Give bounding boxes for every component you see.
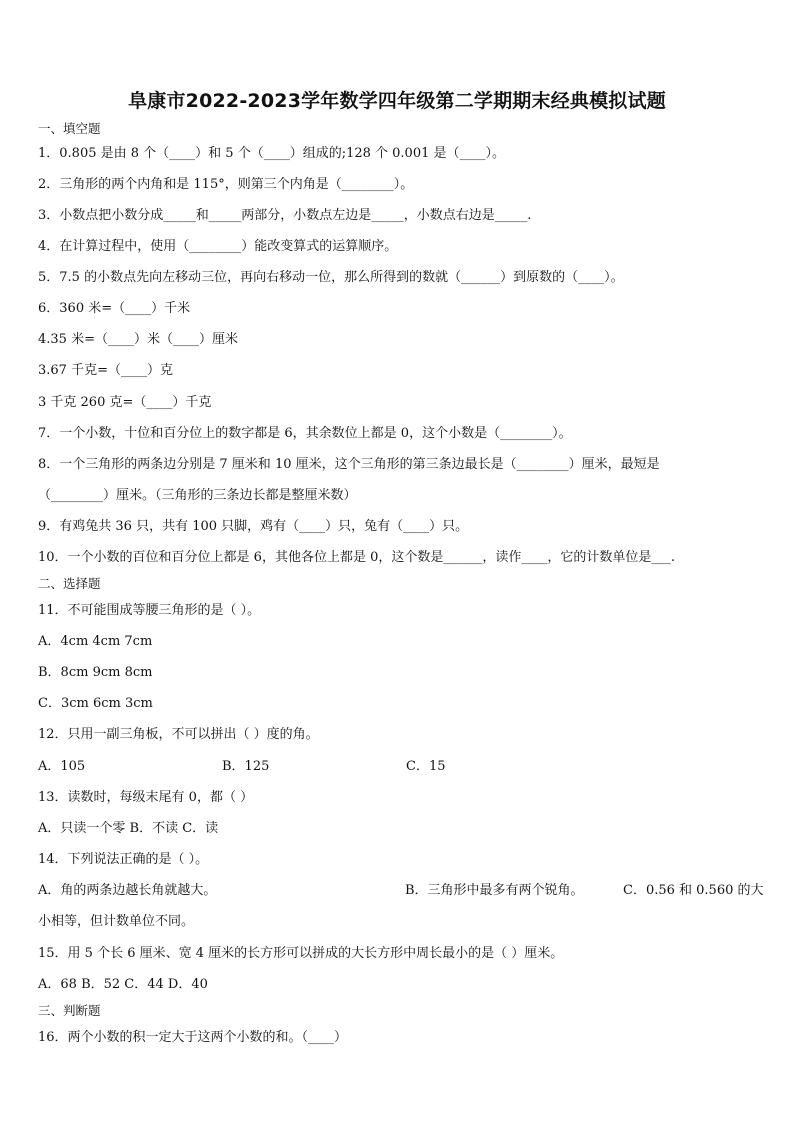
- question-8-line-1: 8．一个三角形的两条边分别是 7 厘米和 10 厘米，这个三角形的第三条边最长是（________）厘米，最短是: [38, 457, 660, 472]
- question-12-option-b: B．125: [222, 759, 270, 774]
- question-13-options: A．只读一个零 B．不读 C．读: [38, 821, 219, 836]
- question-3: 3．小数点把小数分成_____和_____两部分，小数点左边是_____，小数点右边是_____.: [38, 208, 532, 223]
- question-14-option-a: A．角的两条边越长角就越大。: [38, 883, 217, 898]
- question-12-option-a: A．105: [38, 759, 86, 774]
- section-heading-true-false: 三、判断题: [38, 1003, 101, 1018]
- question-14-option-b: B．三角形中最多有两个锐角。: [405, 883, 584, 898]
- question-6-part-3: 3.67 千克=（____）克: [38, 363, 173, 378]
- question-9: 9．有鸡兔共 36 只，共有 100 只脚，鸡有（____）只，兔有（____）只。: [38, 519, 469, 534]
- question-12-options: [38, 759, 758, 775]
- question-16: 16．两个小数的积一定大于这两个小数的和。（____）: [38, 1030, 348, 1045]
- section-heading-fill-in: 一、填空题: [38, 121, 101, 136]
- question-4: 4．在计算过程中，使用（________）能改变算式的运算顺序。: [38, 239, 398, 254]
- question-6-part-1: 6．360 米=（____）千米: [38, 301, 191, 316]
- question-13: 13．读数时，每级末尾有 0，都（ ）: [38, 790, 254, 805]
- question-6-part-4: 3 千克 260 克=（____）千克: [38, 395, 212, 410]
- question-14: 14．下列说法正确的是（ ）。: [38, 852, 209, 867]
- question-6-part-2: 4.35 米=（____）米（____）厘米: [38, 332, 238, 347]
- question-14-option-c: C．0.56 和 0.560 的大: [623, 883, 764, 898]
- question-11-option-a: A．4cm 4cm 7cm: [38, 634, 153, 649]
- question-11-option-c: C．3cm 6cm 3cm: [38, 696, 153, 711]
- page-title: 阜康市2022-2023学年数学四年级第二学期期末经典模拟试题: [128, 90, 666, 112]
- question-2: 2．三角形的两个内角和是 115°，则第三个内角是（________）。: [38, 177, 414, 192]
- question-1: 1．0.805 是由 8 个（____）和 5 个（____）组成的;128 个 0.001 是（____）。: [38, 146, 505, 161]
- question-15: 15．用 5 个长 6 厘米、宽 4 厘米的长方形可以拼成的大长方形中周长最小的是（ ）厘米。: [38, 946, 564, 961]
- question-14-option-c-continued: 小相等，但计数单位不同。: [38, 914, 195, 929]
- question-10: 10．一个小数的百位和百分位上都是 6，其他各位上都是 0，这个数是______，读作____，它的计数单位是___.: [38, 550, 675, 565]
- question-15-options: A．68 B．52 C．44 D．40: [38, 977, 208, 992]
- question-12: 12．只用一副三角板，不可以拼出（ ）度的角。: [38, 727, 319, 742]
- question-14-options: [38, 883, 764, 899]
- question-5: 5．7.5 的小数点先向左移动三位，再向右移动一位，那么所得到的数就（______）到原数的（____）。: [38, 270, 624, 285]
- question-12-option-c: C．15: [406, 759, 446, 774]
- section-heading-choice: 二、选择题: [38, 576, 101, 591]
- question-11-option-b: B．8cm 9cm 8cm: [38, 665, 153, 680]
- question-8-line-2: （________）厘米。（三角形的三条边长都是整厘米数）: [38, 488, 357, 503]
- question-7: 7．一个小数，十位和百分位上的数字都是 6，其余数位上都是 0，这个小数是（________）。: [38, 426, 572, 441]
- question-11: 11．不可能围成等腰三角形的是（ ）。: [38, 603, 261, 618]
